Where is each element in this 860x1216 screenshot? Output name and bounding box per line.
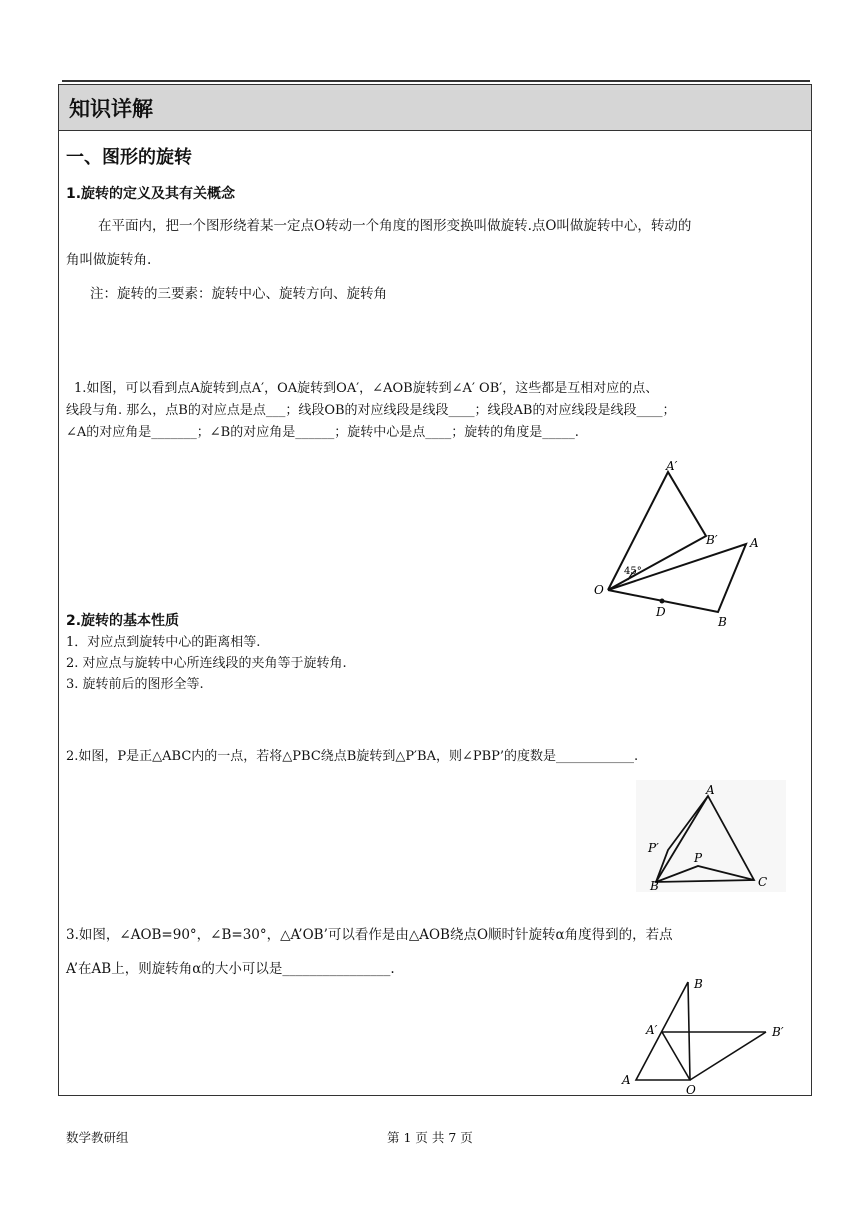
question-2: 2.如图，P是正△ABC内的一点，若将△PBC绕点B旋转到△P′BA，则∠PBP’的度数是____________.	[66, 749, 639, 764]
point-d-dot	[660, 599, 665, 604]
question-1-line-3: ∠A的对应角是_______；∠B的对应角是______；旋转中心是点____；旋转的角度是_____.	[66, 425, 579, 440]
label-a: A	[622, 1073, 631, 1087]
label-a: A	[750, 536, 759, 550]
label-p: P	[694, 851, 703, 865]
figure-equilateral-triangle	[636, 780, 786, 892]
label-c: C	[758, 875, 768, 889]
section-heading: 一、图形的旋转	[66, 147, 192, 168]
label-a: A	[706, 783, 715, 797]
label-a-prime: A′	[666, 459, 678, 473]
figure-right-triangle-rotation	[616, 972, 800, 1094]
subheading-definition: 1.旋转的定义及其有关概念	[66, 186, 236, 202]
label-p-prime: P′	[648, 841, 659, 855]
label-o: O	[594, 583, 604, 597]
property-3: 3. 旋转前后的图形全等.	[66, 677, 204, 692]
question-3-line-1: 3.如图，∠AOB=90°，∠B=30°，△A’OB’可以看作是由△AOB绕点O顺时针旋转α角度得到的，若点	[66, 927, 673, 943]
definition-line-1: 在平面内，把一个图形绕着某一定点O转动一个角度的图形变换叫做旋转.点O叫做旋转中心，转动的	[98, 218, 692, 234]
top-rule	[62, 80, 810, 82]
label-b: B	[650, 879, 659, 892]
label-b-prime: B′	[706, 533, 718, 547]
definition-line-2: 角叫做旋转角.	[66, 252, 152, 268]
question-1-line-2: 线段与角. 那么，点B的对应点是点___；线段OB的对应线段是线段____；线段AB的对应线段是线段____；	[66, 403, 676, 418]
footer-page-number: 第 1 页 共 7 页	[387, 1130, 473, 1145]
subheading-properties: 2.旋转的基本性质	[66, 613, 180, 629]
property-1: 1．对应点到旋转中心的距离相等.	[66, 635, 261, 650]
label-b-prime: B′	[772, 1025, 784, 1039]
label-d: D	[656, 605, 666, 619]
definition-note: 注：旋转的三要素：旋转中心、旋转方向、旋转角	[90, 286, 387, 302]
label-b: B	[694, 977, 703, 991]
label-b: B	[718, 615, 727, 629]
label-o: O	[686, 1083, 696, 1094]
question-3-line-2: A’在AB上，则旋转角α的大小可以是________________.	[66, 961, 395, 977]
question-1-line-1: 1.如图，可以看到点A旋转到点A′，OA旋转到OA′，∠AOB旋转到∠A′ OB′，这些都是互相对应的点、	[74, 381, 659, 396]
property-2: 2. 对应点与旋转中心所连线段的夹角等于旋转角.	[66, 656, 347, 671]
label-angle: 45°	[624, 566, 642, 577]
label-a-prime: A′	[646, 1023, 658, 1037]
footer-department: 数学教研组	[66, 1130, 129, 1145]
section-header: 知识详解	[59, 85, 811, 131]
figure-rotation-triangles	[588, 452, 768, 632]
